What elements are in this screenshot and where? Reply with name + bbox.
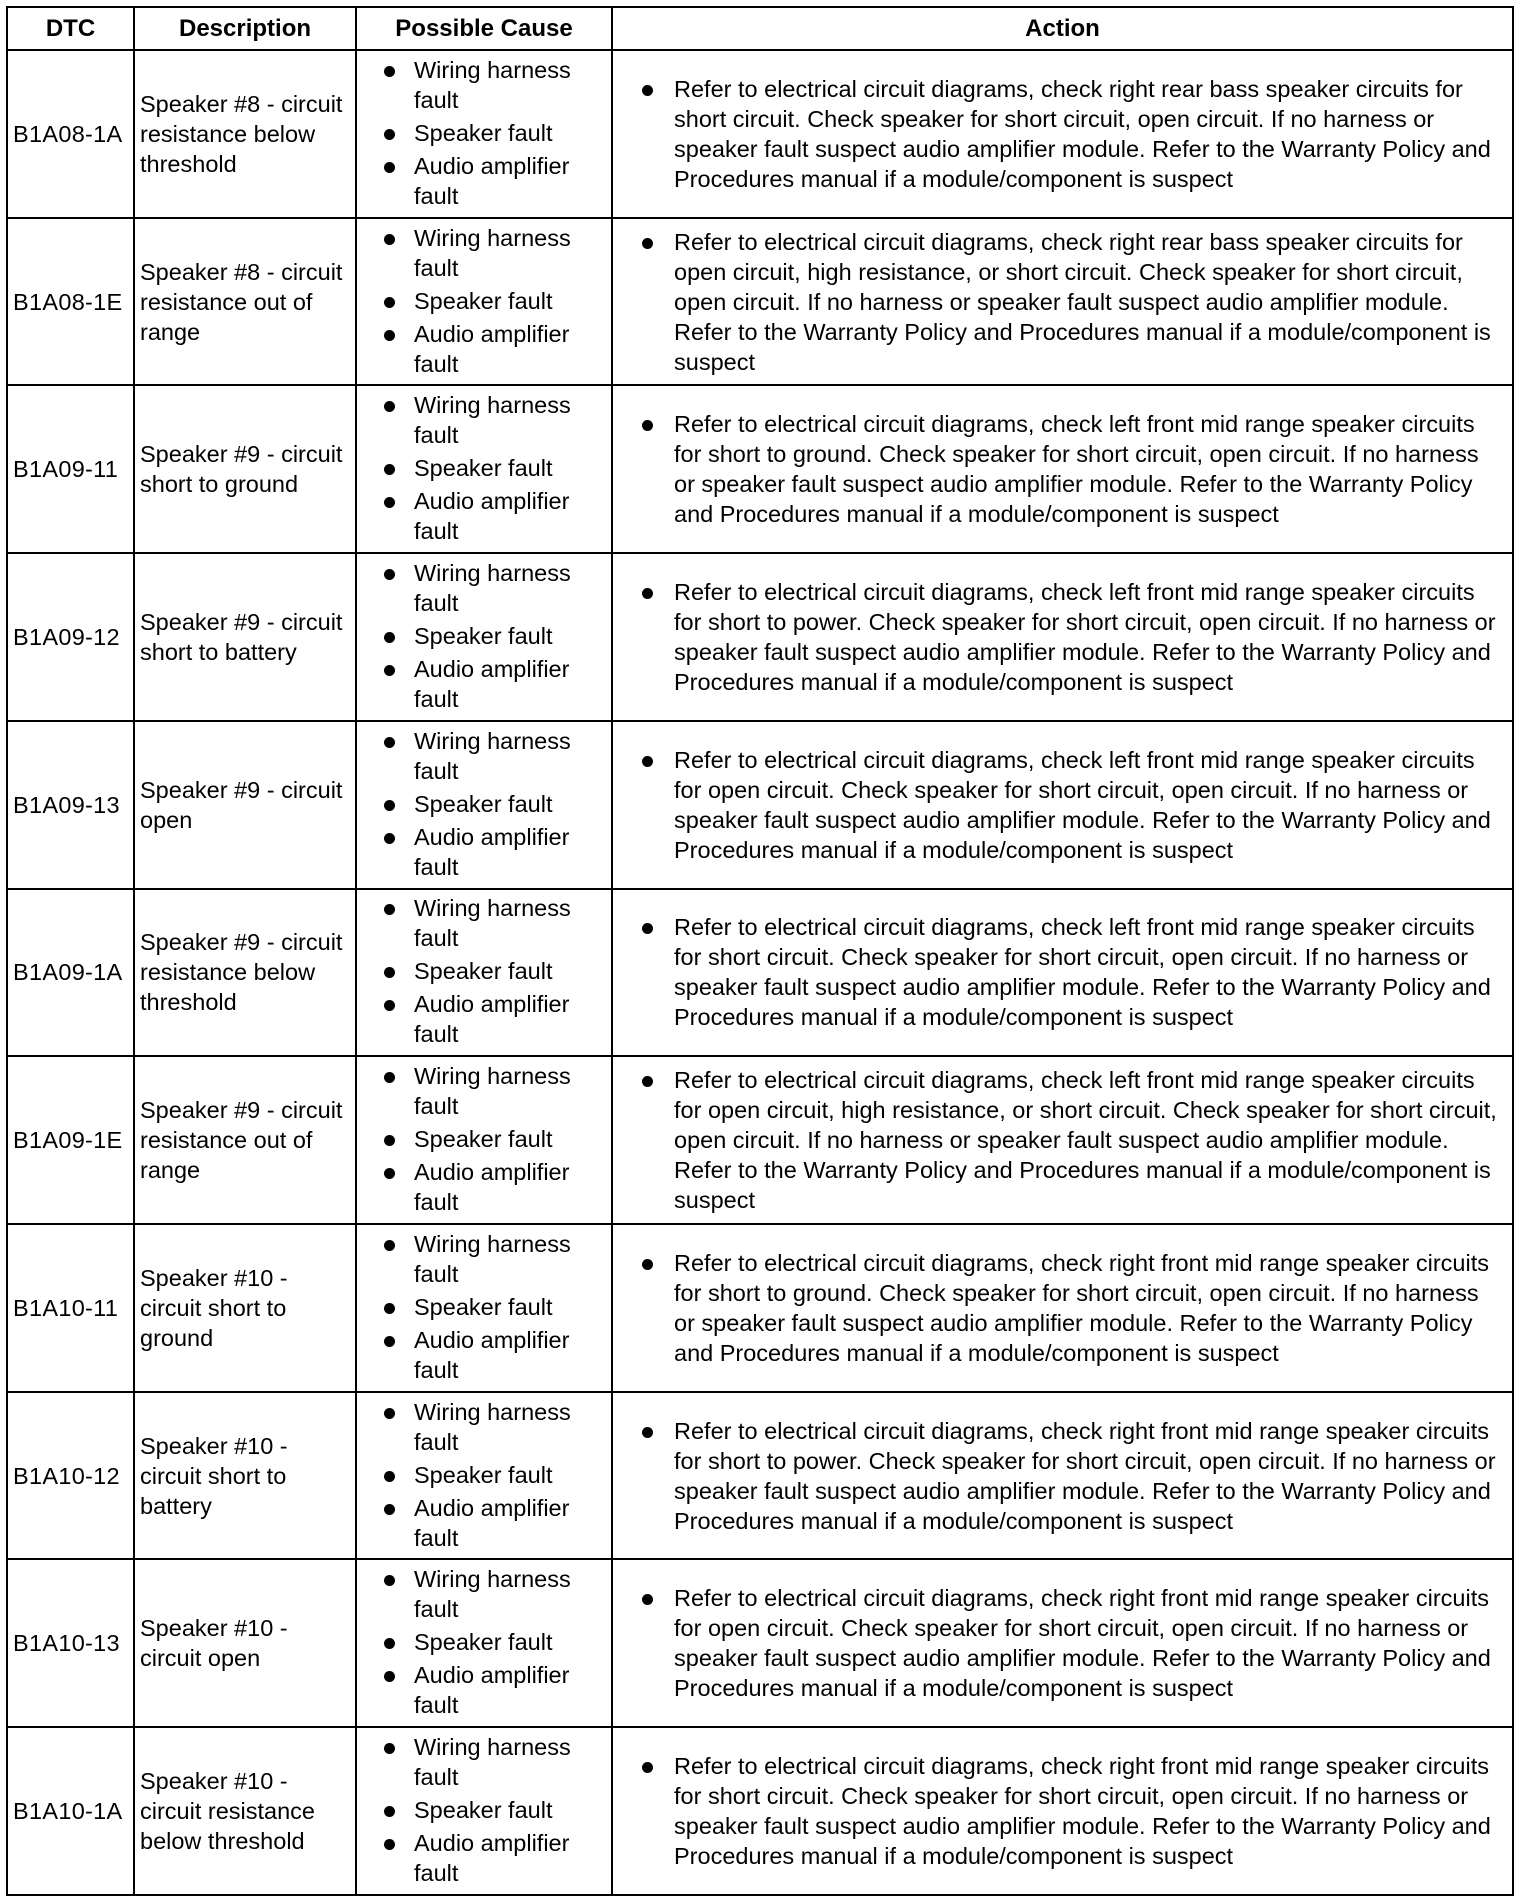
bullet-icon [384,66,395,77]
possible-cause-text: Audio amplifier fault [414,1830,570,1887]
bullet-icon [384,1336,395,1347]
possible-cause-cell [356,385,612,553]
possible-cause-item [362,319,606,379]
possible-cause-text: Wiring harness fault [414,727,571,784]
action-text: Refer to electrical circuit diagrams, check left front mid range speaker circuits for short circuit. Check speaker for short circuit, open circuit. If no harness or speaker fault suspect audio amplifier module. Refer to the Warranty Policy and Procedures manual if a module/component is suspect [674,914,1491,1031]
possible-cause-text: Speaker fault [414,1629,553,1656]
table-row [7,1559,1513,1727]
table-row [7,218,1513,386]
bullet-icon [384,1743,395,1754]
possible-cause-item [362,1460,606,1490]
dtc-code: B1A10-12 [7,1392,134,1560]
bullet-icon [384,632,395,643]
dtc-description: Speaker #9 - circuit short to ground [134,385,356,553]
bullet-icon [384,1240,395,1251]
action-cell [612,50,1513,218]
action-cell [612,218,1513,386]
possible-cause-item [362,1124,606,1154]
possible-cause-item [362,223,606,283]
possible-cause-text: Audio amplifier fault [414,656,570,713]
possible-cause-item [362,989,606,1049]
possible-cause-item [362,654,606,714]
dtc-code: B1A09-1E [7,1056,134,1224]
possible-cause-text: Audio amplifier fault [414,1159,570,1216]
possible-cause-cell [356,50,612,218]
header-possible-cause: Possible Cause [356,7,612,50]
bullet-icon [642,756,653,767]
bullet-icon [384,162,395,173]
possible-cause-item [362,1157,606,1217]
dtc-code: B1A10-13 [7,1559,134,1727]
possible-cause-list [362,726,606,882]
action-cell [612,1224,1513,1392]
possible-cause-text: Wiring harness fault [414,1063,571,1120]
possible-cause-item [362,558,606,618]
action-list [618,227,1507,377]
dtc-description: Speaker #9 - circuit resistance below threshold [134,889,356,1057]
action-item [618,1751,1507,1871]
action-list [618,1248,1507,1368]
possible-cause-item [362,1292,606,1322]
possible-cause-item [362,789,606,819]
table-row [7,1392,1513,1560]
possible-cause-cell [356,1392,612,1560]
bullet-icon [384,401,395,412]
action-item [618,1248,1507,1368]
dtc-description: Speaker #10 - circuit open [134,1559,356,1727]
table-row [7,1224,1513,1392]
dtc-code: B1A09-13 [7,721,134,889]
action-cell [612,1727,1513,1895]
possible-cause-item [362,1229,606,1289]
bullet-icon [642,588,653,599]
bullet-icon [384,833,395,844]
possible-cause-item [362,1564,606,1624]
bullet-icon [384,1000,395,1011]
table-row [7,553,1513,721]
dtc-code: B1A08-1A [7,50,134,218]
possible-cause-list [362,223,606,379]
possible-cause-list [362,558,606,714]
possible-cause-list [362,893,606,1049]
possible-cause-text: Speaker fault [414,1797,553,1824]
dtc-code: B1A10-11 [7,1224,134,1392]
possible-cause-cell [356,1056,612,1224]
action-list [618,577,1507,697]
possible-cause-cell [356,218,612,386]
action-text: Refer to electrical circuit diagrams, check left front mid range speaker circuits for short to power. Check speaker for short circuit, open circuit. If no harness or speaker fault suspect audio amplifier module. Refer to the Warranty Policy and Procedures manual if a module/component is suspect [674,579,1496,696]
action-item [618,577,1507,697]
dtc-code: B1A09-12 [7,553,134,721]
bullet-icon [642,238,653,249]
table-row [7,1056,1513,1224]
bullet-icon [642,1259,653,1270]
possible-cause-item [362,1325,606,1385]
possible-cause-text: Audio amplifier fault [414,1494,570,1551]
possible-cause-item [362,1627,606,1657]
action-list [618,1583,1507,1703]
bullet-icon [384,1671,395,1682]
dtc-code: B1A09-1A [7,889,134,1057]
bullet-icon [642,1762,653,1773]
dtc-code: B1A10-1A [7,1727,134,1895]
possible-cause-item [362,390,606,450]
action-item [618,912,1507,1032]
bullet-icon [642,1594,653,1605]
possible-cause-item [362,956,606,986]
possible-cause-text: Speaker fault [414,1461,553,1488]
action-list [618,74,1507,194]
table-body [7,50,1513,1895]
possible-cause-item [362,1061,606,1121]
possible-cause-cell [356,1224,612,1392]
action-cell [612,1392,1513,1560]
possible-cause-item [362,55,606,115]
action-list [618,1751,1507,1871]
action-text: Refer to electrical circuit diagrams, check right front mid range speaker circuits for short circuit. Check speaker for short circuit, open circuit. If no harness or speaker fault suspect audio amplifier module. Refer to the Warranty Policy and Procedures manual if a module/component is suspect [674,1753,1491,1870]
dtc-description: Speaker #8 - circuit resistance below threshold [134,50,356,218]
possible-cause-cell [356,889,612,1057]
dtc-description: Speaker #10 - circuit short to ground [134,1224,356,1392]
possible-cause-text: Speaker fault [414,1293,553,1320]
possible-cause-item [362,486,606,546]
action-text: Refer to electrical circuit diagrams, check right front mid range speaker circuits for short to ground. Check speaker for short circuit, open circuit. If no harness or speaker fault suspect audio amplifier module. Refer to the Warranty Policy and Procedures manual if a module/component is suspect [674,1249,1489,1366]
table-row [7,721,1513,889]
bullet-icon [642,923,653,934]
bullet-icon [384,1504,395,1515]
possible-cause-text: Speaker fault [414,455,553,482]
action-item [618,745,1507,865]
possible-cause-list [362,1229,606,1385]
bullet-icon [384,1806,395,1817]
action-text: Refer to electrical circuit diagrams, check right rear bass speaker circuits for short circuit. Check speaker for short circuit, open circuit. If no harness or speaker fault suspect audio amplifier module. Refer to the Warranty Policy and Procedures manual if a module/component is suspect [674,75,1491,192]
action-list [618,409,1507,529]
bullet-icon [384,1638,395,1649]
bullet-icon [384,665,395,676]
bullet-icon [384,1072,395,1083]
dtc-description: Speaker #9 - circuit resistance out of range [134,1056,356,1224]
possible-cause-text: Audio amplifier fault [414,823,570,880]
possible-cause-text: Audio amplifier fault [414,1326,570,1383]
bullet-icon [384,497,395,508]
possible-cause-text: Audio amplifier fault [414,152,570,209]
possible-cause-text: Speaker fault [414,119,553,146]
possible-cause-text: Audio amplifier fault [414,1662,570,1719]
possible-cause-item [362,1397,606,1457]
possible-cause-item [362,726,606,786]
action-cell [612,385,1513,553]
possible-cause-cell [356,1727,612,1895]
possible-cause-item [362,621,606,651]
bullet-icon [384,330,395,341]
action-text: Refer to electrical circuit diagrams, check right rear bass speaker circuits for open circuit, high resistance, or short circuit. Check speaker for short circuit, open circuit. If no harness or speaker fault suspect audio amplifier module. Refer to the Warranty Policy and Procedures manual if a module/component is suspect [674,228,1491,375]
bullet-icon [384,1575,395,1586]
action-list [618,745,1507,865]
action-cell [612,1559,1513,1727]
possible-cause-text: Speaker fault [414,958,553,985]
bullet-icon [384,569,395,580]
dtc-description: Speaker #9 - circuit short to battery [134,553,356,721]
possible-cause-text: Audio amplifier fault [414,320,570,377]
possible-cause-list [362,390,606,546]
possible-cause-list [362,1061,606,1217]
bullet-icon [642,420,653,431]
dtc-description: Speaker #10 - circuit short to battery [134,1392,356,1560]
dtc-code: B1A09-11 [7,385,134,553]
bullet-icon [384,234,395,245]
action-text: Refer to electrical circuit diagrams, check right front mid range speaker circuits for open circuit. Check speaker for short circuit, open circuit. If no harness or speaker fault suspect audio amplifier module. Refer to the Warranty Policy and Procedures manual if a module/component is suspect [674,1585,1491,1702]
table-row [7,50,1513,218]
bullet-icon [384,904,395,915]
possible-cause-text: Wiring harness fault [414,560,571,617]
possible-cause-text: Wiring harness fault [414,895,571,952]
bullet-icon [384,1135,395,1146]
possible-cause-item [362,1660,606,1720]
dtc-description: Speaker #8 - circuit resistance out of range [134,218,356,386]
bullet-icon [384,297,395,308]
possible-cause-item [362,151,606,211]
possible-cause-item [362,453,606,483]
action-text: Refer to electrical circuit diagrams, check left front mid range speaker circuits for open circuit. Check speaker for short circuit, open circuit. If no harness or speaker fault suspect audio amplifier module. Refer to the Warranty Policy and Procedures manual if a module/component is suspect [674,746,1491,863]
possible-cause-item [362,1732,606,1792]
possible-cause-item [362,118,606,148]
action-text: Refer to electrical circuit diagrams, check left front mid range speaker circuits for short to ground. Check speaker for short circuit, open circuit. If no harness or speaker fault suspect audio amplifier module. Refer to the Warranty Policy and Procedures manual if a module/component is suspect [674,411,1479,528]
header-row [7,7,1513,50]
possible-cause-item [362,1828,606,1888]
possible-cause-list [362,55,606,211]
bullet-icon [384,129,395,140]
table-row [7,889,1513,1057]
bullet-icon [384,1168,395,1179]
action-item [618,74,1507,194]
table-row [7,385,1513,553]
possible-cause-cell [356,1559,612,1727]
possible-cause-item [362,1493,606,1553]
possible-cause-text: Wiring harness fault [414,1734,571,1791]
dtc-description: Speaker #10 - circuit resistance below threshold [134,1727,356,1895]
possible-cause-text: Wiring harness fault [414,392,571,449]
action-item [618,1583,1507,1703]
bullet-icon [384,800,395,811]
action-list [618,912,1507,1032]
possible-cause-text: Speaker fault [414,287,553,314]
possible-cause-list [362,1397,606,1553]
action-item [618,227,1507,377]
possible-cause-text: Speaker fault [414,1126,553,1153]
possible-cause-item [362,822,606,882]
action-list [618,1065,1507,1215]
possible-cause-text: Audio amplifier fault [414,991,570,1048]
bullet-icon [642,85,653,96]
action-cell [612,889,1513,1057]
header-description: Description [134,7,356,50]
possible-cause-item [362,286,606,316]
possible-cause-text: Wiring harness fault [414,1398,571,1455]
action-item [618,1065,1507,1215]
possible-cause-text: Wiring harness fault [414,56,571,113]
action-text: Refer to electrical circuit diagrams, check left front mid range speaker circuits for open circuit, high resistance, or short circuit. Check speaker for short circuit, open circuit. If no harness or speaker fault suspect audio amplifier module. Refer to the Warranty Policy and Procedures manual if a module/component is suspect [674,1067,1497,1214]
header-action: Action [612,7,1513,50]
dtc-code: B1A08-1E [7,218,134,386]
bullet-icon [384,967,395,978]
possible-cause-cell [356,721,612,889]
bullet-icon [384,1839,395,1850]
possible-cause-cell [356,553,612,721]
bullet-icon [384,737,395,748]
bullet-icon [384,1408,395,1419]
possible-cause-item [362,893,606,953]
dtc-description: Speaker #9 - circuit open [134,721,356,889]
possible-cause-text: Audio amplifier fault [414,488,570,545]
action-cell [612,553,1513,721]
action-item [618,409,1507,529]
bullet-icon [642,1427,653,1438]
action-cell [612,721,1513,889]
header-dtc: DTC [7,7,134,50]
possible-cause-text: Wiring harness fault [414,224,571,281]
bullet-icon [642,1076,653,1087]
possible-cause-list [362,1564,606,1720]
action-item [618,1416,1507,1536]
possible-cause-text: Speaker fault [414,623,553,650]
possible-cause-text: Wiring harness fault [414,1230,571,1287]
bullet-icon [384,1303,395,1314]
action-cell [612,1056,1513,1224]
dtc-table [6,6,1514,1896]
possible-cause-text: Speaker fault [414,790,553,817]
action-list [618,1416,1507,1536]
bullet-icon [384,1471,395,1482]
action-text: Refer to electrical circuit diagrams, check right front mid range speaker circuits for short to power. Check speaker for short circuit, open circuit. If no harness or speaker fault suspect audio amplifier module. Refer to the Warranty Policy and Procedures manual if a module/component is suspect [674,1417,1496,1534]
table-row [7,1727,1513,1895]
possible-cause-text: Wiring harness fault [414,1566,571,1623]
bullet-icon [384,464,395,475]
possible-cause-list [362,1732,606,1888]
possible-cause-item [362,1795,606,1825]
